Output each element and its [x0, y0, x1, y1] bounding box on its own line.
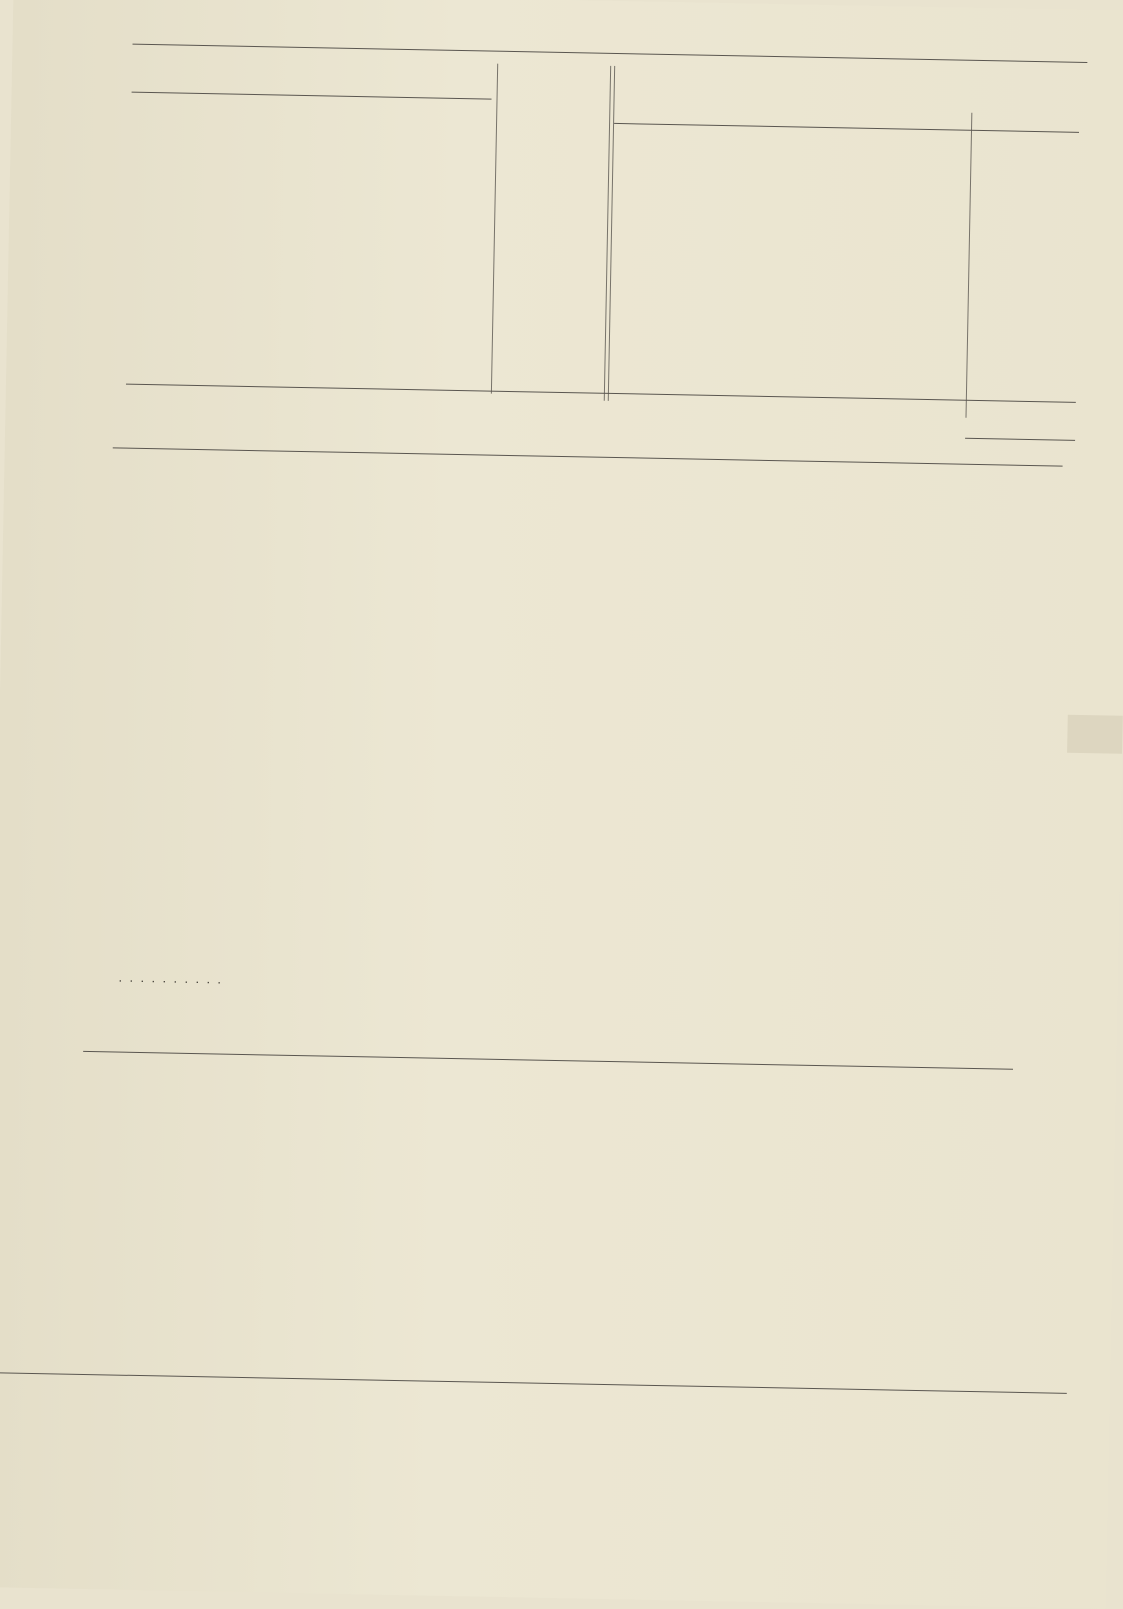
expense-items-right: [14, 0, 1123, 11]
expense-items-left: [14, 0, 1123, 11]
inventory-totals-row: [14, 0, 1123, 11]
summary-fields: [14, 0, 1123, 11]
depreciation-table: [14, 0, 1123, 11]
inv-desc-header: [114, 469, 254, 472]
inv-totals-label: . . . . . . . . . .: [118, 970, 223, 988]
inventory-grid: [14, 0, 1123, 11]
inventory-column-headers: [14, 0, 1123, 11]
paper-tab: [1067, 715, 1123, 754]
